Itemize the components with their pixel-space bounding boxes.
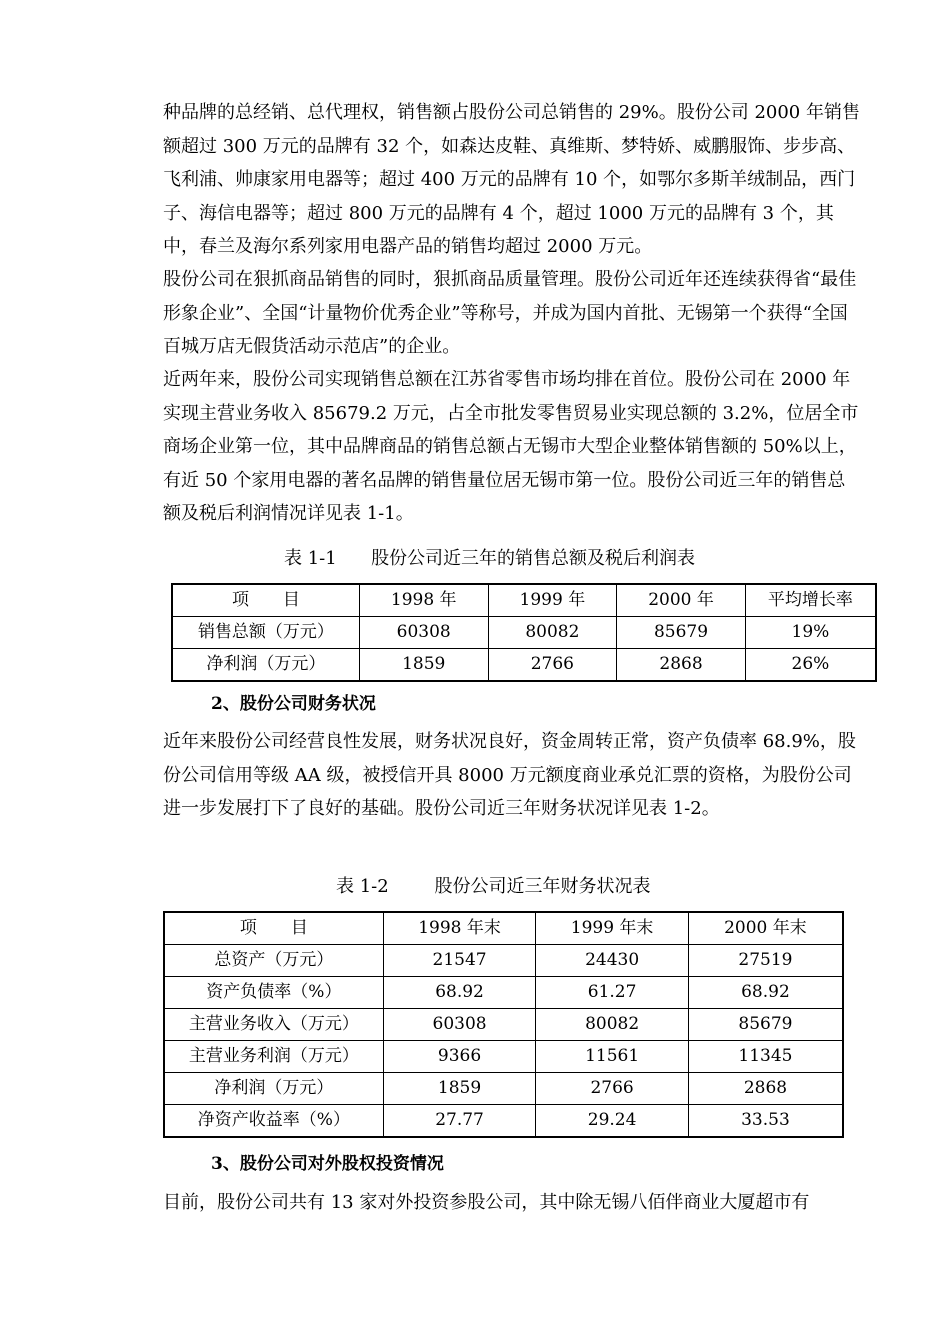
table-row (164, 1041, 843, 1073)
table-cell: 销售总额（万元） (172, 617, 359, 649)
table-cell: 85679 (617, 617, 746, 649)
table-header-cell: 项 目 (172, 584, 359, 617)
section-heading-equity-investment: 3、股份公司对外股权投资情况 (211, 1154, 444, 1174)
table-header-cell: 1999 年末 (536, 912, 689, 945)
table1-caption-title: 股份公司近三年的销售总额及税后利润表 (371, 548, 696, 569)
table-cell: 9366 (383, 1041, 536, 1073)
paragraph-equity-investment: 目前，股份公司共有 13 家对外投资参股公司，其中除无锡八佰伴商业大厦超市有 (163, 1192, 810, 1213)
table-cell: 净资产收益率（%） (164, 1105, 383, 1138)
table-header-row (164, 912, 843, 945)
table-cell: 80082 (488, 617, 617, 649)
table-cell: 1859 (383, 1073, 536, 1105)
table-cell: 80082 (536, 1009, 689, 1041)
table-cell: 85679 (688, 1009, 843, 1041)
table2-caption (336, 875, 651, 899)
table-cell: 总资产（万元） (164, 945, 383, 977)
table-cell: 60308 (383, 1009, 536, 1041)
table-row (164, 945, 843, 977)
table-row (172, 617, 876, 649)
table-cell: 2868 (617, 649, 746, 682)
table-header-cell: 平均增长率 (745, 584, 876, 617)
table-cell: 11345 (688, 1041, 843, 1073)
table-cell: 26% (745, 649, 876, 682)
financial-status-table (163, 911, 844, 1138)
table-header-cell: 1998 年 (359, 584, 488, 617)
table-cell: 68.92 (688, 977, 843, 1009)
table-cell: 27.77 (383, 1105, 536, 1138)
sales-profit-table (171, 583, 877, 682)
table-row (164, 1105, 843, 1138)
table-cell: 11561 (536, 1041, 689, 1073)
table-cell: 主营业务利润（万元） (164, 1041, 383, 1073)
table-cell: 33.53 (688, 1105, 843, 1138)
paragraph-sales-ranking: 近两年来，股份公司实现销售总额在江苏省零售市场均排在首位。股份公司在 2000 年实现主营业务收入 85679.2 万元，占全市批发零售贸易业实现总额的 3.2%，位居全市商场企业第一位，其中品牌商品的销售总额占无锡市大型企业整体销售额的 50%以上，有近 50 个家用电器的著名品牌的销售量位居无锡市第一位。股份公司近三年的销售总额及税后利润情况详见表 1-1。 (163, 369, 859, 524)
table-row (164, 977, 843, 1009)
table-cell: 21547 (383, 945, 536, 977)
table-cell: 27519 (688, 945, 843, 977)
table-cell: 19% (745, 617, 876, 649)
table-header-row (172, 584, 876, 617)
table-cell: 24430 (536, 945, 689, 977)
table-cell: 1859 (359, 649, 488, 682)
table-cell: 2766 (536, 1073, 689, 1105)
table-cell: 资产负债率（%） (164, 977, 383, 1009)
table2-caption-number: 表 1-2 (336, 876, 389, 897)
table-row (172, 649, 876, 682)
table-header-cell: 1998 年末 (383, 912, 536, 945)
table-header-cell: 2000 年末 (688, 912, 843, 945)
table-header-cell: 2000 年 (617, 584, 746, 617)
table-row (164, 1009, 843, 1041)
paragraph-brand-sales: 种品牌的总经销、总代理权，销售额占股份公司总销售的 29%。股份公司 2000 年销售额超过 300 万元的品牌有 32 个，如森达皮鞋、真维斯、梦特娇、威鹏服饰、步步高、飞利浦、帅康家用电器等；超过 400 万元的品牌有 10 个，如鄂尔多斯羊绒制品，西门子、海信电器等；超过 800 万元的品牌有 4 个，超过 1000 万元的品牌有 3 个，其中，春兰及海尔系列家用电器产品的销售均超过 2000 万元。 (163, 102, 860, 257)
table-cell: 68.92 (383, 977, 536, 1009)
table-cell: 29.24 (536, 1105, 689, 1138)
table-cell: 61.27 (536, 977, 689, 1009)
table-cell: 主营业务收入（万元） (164, 1009, 383, 1041)
table1-caption-number: 表 1-1 (284, 548, 337, 569)
table-cell: 2868 (688, 1073, 843, 1105)
paragraph-quality-management: 股份公司在狠抓商品销售的同时，狠抓商品质量管理。股份公司近年还连续获得省“最佳形象企业”、全国“计量物价优秀企业”等称号，并成为国内首批、无锡第一个获得“全国百城万店无假货活动示范店”的企业。 (163, 269, 857, 357)
section-heading-financial-status: 2、股份公司财务状况 (211, 694, 376, 714)
table1-caption (284, 547, 695, 571)
table-row (164, 1073, 843, 1105)
table-cell: 60308 (359, 617, 488, 649)
table2-caption-title: 股份公司近三年财务状况表 (434, 876, 651, 897)
table-cell: 净利润（万元） (172, 649, 359, 682)
paragraph-financial-status: 近年来股份公司经营良性发展，财务状况良好，资金周转正常，资产负债率 68.9%，股份公司信用等级 AA 级，被授信开具 8000 万元额度商业承兑汇票的资格，为股份公司进一步发展打下了良好的基础。股份公司近三年财务状况详见表 1-2。 (163, 731, 856, 819)
table-cell: 净利润（万元） (164, 1073, 383, 1105)
table-cell: 2766 (488, 649, 617, 682)
table-header-cell: 项 目 (164, 912, 383, 945)
table-header-cell: 1999 年 (488, 584, 617, 617)
